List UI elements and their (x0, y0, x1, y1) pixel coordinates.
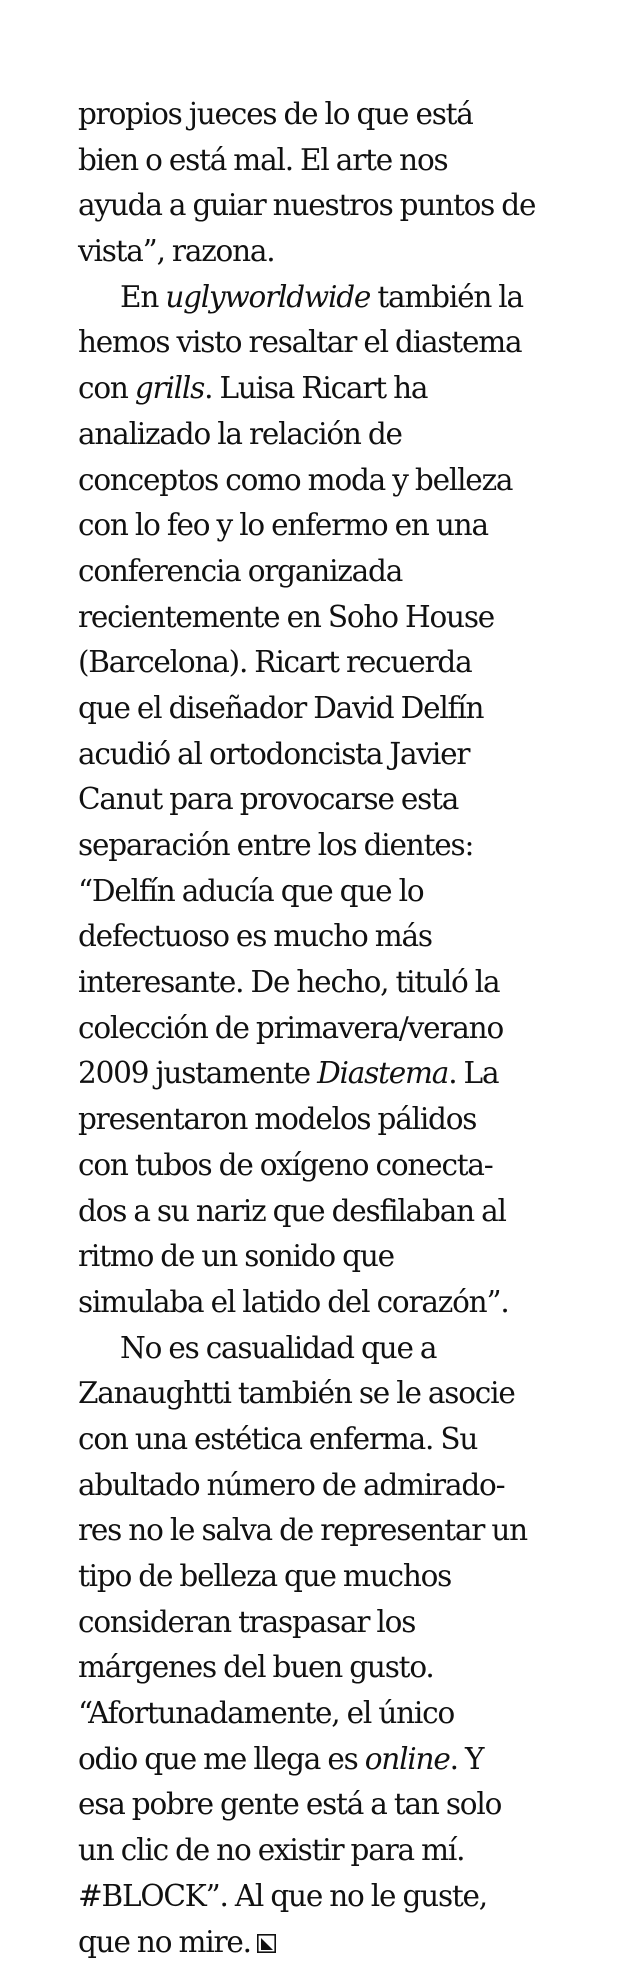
text-run: defectuoso es mucho más (78, 919, 432, 954)
text-run: . Luisa Ricart ha (204, 371, 428, 406)
text-run: bien o está mal. El arte nos (78, 142, 448, 177)
article-line (78, 1371, 588, 1417)
article-line (78, 366, 588, 412)
article-line (78, 595, 588, 641)
text-run: conceptos como moda y belleza (78, 462, 513, 497)
italic-term: Diastema (317, 1056, 449, 1091)
text-run: tipo de belleza que muchos (78, 1559, 452, 1593)
article-line (78, 1234, 588, 1280)
article-line (78, 412, 588, 458)
text-run: también la (370, 279, 523, 314)
text-run: con (78, 371, 135, 406)
article-line (78, 1097, 588, 1143)
article-line (78, 1051, 588, 1097)
article-line (78, 1417, 588, 1463)
text-run: presentaron modelos pálidos (78, 1102, 477, 1137)
text-run: (Barcelona). Ricart recuerda (78, 645, 472, 680)
text-run: propios jueces de lo que está (78, 97, 473, 131)
article-line (78, 686, 588, 732)
text-run: hemos visto resaltar el diastema (78, 325, 522, 360)
article-line (78, 1189, 588, 1235)
text-run: separación entre los dientes: (78, 828, 474, 862)
text-run: un clic de no existir para mí. (78, 1833, 465, 1868)
article-line (78, 1554, 588, 1600)
text-run: consideran traspasar los (78, 1604, 416, 1639)
text-run: “Afortunadamente, el único (78, 1696, 455, 1731)
text-run: ayuda a guiar nuestros puntos de (78, 188, 536, 223)
article-line (78, 1280, 588, 1326)
text-run: dos a su nariz que desfilaban al (78, 1193, 506, 1228)
text-run: Canut para provocarse esta (78, 782, 459, 817)
article-line (78, 960, 588, 1006)
text-run: ritmo de un sonido que (78, 1239, 394, 1274)
article-line (78, 549, 588, 595)
text-run: . Y (449, 1741, 484, 1776)
text-run: No es casualidad que a (120, 1330, 437, 1365)
article-line (78, 1006, 588, 1052)
article-line (78, 823, 588, 869)
article-line (78, 1326, 588, 1372)
article-line (78, 92, 588, 138)
article-line (78, 914, 588, 960)
text-run: con tubos de oxígeno conecta- (78, 1147, 493, 1182)
article-line (78, 777, 588, 823)
text-run: simulaba el latido del corazón”. (78, 1284, 509, 1319)
article-line (78, 1600, 588, 1646)
italic-term: online (364, 1741, 450, 1776)
italic-term: grills (134, 371, 205, 406)
text-run: acudió al ortodoncista Javier (78, 736, 470, 771)
article-line (78, 869, 588, 915)
text-run: abultado número de admirado- (78, 1467, 505, 1502)
article-line (78, 275, 588, 321)
text-run: que el diseñador David Delfín (78, 690, 484, 725)
text-run: analizado la relación de (78, 416, 402, 451)
article-line (78, 1508, 588, 1554)
article-line (78, 1828, 588, 1874)
article-line (78, 183, 588, 229)
article-body-column (78, 92, 588, 1965)
article-line (78, 503, 588, 549)
text-run: esa pobre gente está a tan solo (78, 1787, 502, 1822)
article-line (78, 1143, 588, 1189)
text-run: . La (448, 1056, 499, 1091)
text-run: colección de primavera/verano (78, 1010, 504, 1045)
text-run: interesante. De hecho, tituló la (78, 965, 500, 1000)
article-line (78, 1782, 588, 1828)
end-of-article-icon (257, 1934, 276, 1953)
text-run: con una estética enferma. Su (78, 1421, 478, 1456)
article-line (78, 138, 588, 184)
italic-term: uglyworldwide (165, 279, 371, 314)
article-line (78, 1645, 588, 1691)
text-run: márgenes del buen gusto. (78, 1650, 434, 1685)
article-line (78, 229, 588, 275)
text-run: Zanaughtti también se le asocie (78, 1376, 515, 1411)
text-run: 2009 justamente (78, 1056, 318, 1091)
article-line (78, 1874, 588, 1920)
article-line (78, 1737, 588, 1783)
text-run: recientemente en Soho House (78, 599, 495, 634)
text-run: que no mire. (78, 1924, 251, 1959)
article-line (78, 1920, 588, 1966)
text-run: vista”, razona. (78, 234, 275, 269)
article-line (78, 732, 588, 778)
article-line (78, 1691, 588, 1737)
text-run: #BLOCK”. Al que no le guste, (78, 1878, 487, 1913)
article-line (78, 640, 588, 686)
text-run: “Delfín aducía que que lo (78, 873, 424, 908)
text-run: conferencia organizada (78, 553, 403, 588)
article-line (78, 320, 588, 366)
text-run: con lo feo y lo enfermo en una (78, 508, 488, 543)
text-run: odio que me llega es (78, 1741, 365, 1776)
article-line (78, 458, 588, 504)
article-line (78, 1463, 588, 1509)
text-run: En (120, 279, 166, 314)
text-run: res no le salva de representar un (78, 1513, 527, 1548)
